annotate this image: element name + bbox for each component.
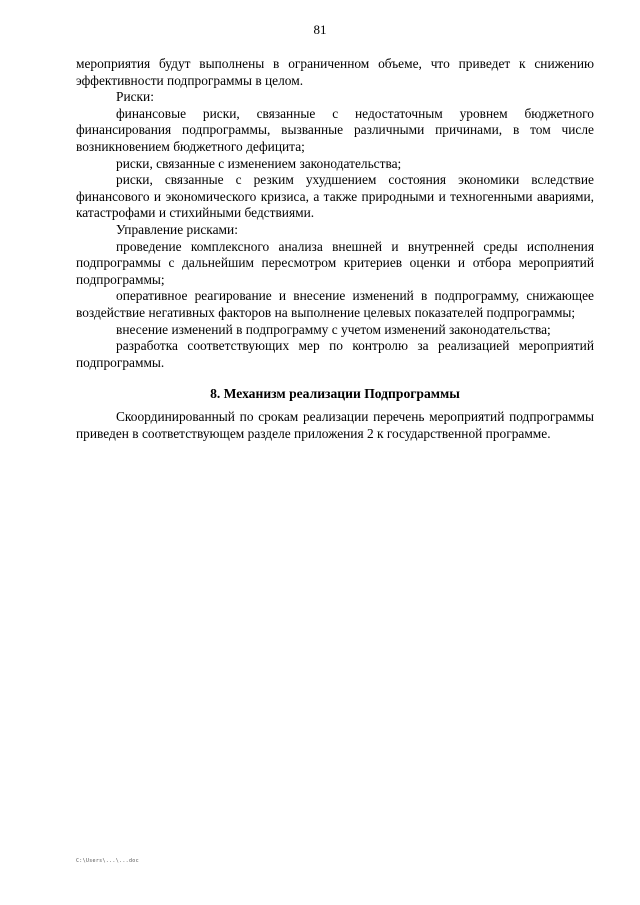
paragraph: разработка соответствующих мер по контролю за реализацией мероприятий подпрограммы. xyxy=(76,338,594,370)
paragraph: Управление рисками: xyxy=(116,221,238,237)
section-paragraph: Скоординированный по срокам реализации перечень мероприятий подпрограммы приведен в соответствующем разделе приложения 2 к государственной программе. xyxy=(76,409,594,441)
paragraph: финансовые риски, связанные с недостаточным уровнем бюджетного финансирования подпрограммы, вызванные различными причинами, в том числе возникновением бюджетного дефицита; xyxy=(76,105,594,154)
paragraph: оперативное реагирование и внесение изменений в подпрограмму, снижающее воздействие негативных факторов на выполнение целевых показателей подпрограммы; xyxy=(76,288,594,320)
paragraph: внесение изменений в подпрограмму с учетом изменений законодательства; xyxy=(116,321,551,337)
paragraph: риски, связанные с изменением законодательства; xyxy=(116,155,402,171)
section-heading: 8. Механизм реализации Подпрограммы xyxy=(210,386,460,402)
paragraph: Риски: xyxy=(116,89,154,105)
paragraph: риски, связанные с резким ухудшением состояния экономики вследствие финансового и экономического кризиса, а также природными и техногенными авариями, катастрофами и стихийными бедствиями. xyxy=(76,172,594,221)
document-body xyxy=(76,56,594,442)
footer-file-path: C:\Users\...\...doc xyxy=(76,858,139,864)
paragraph: мероприятия будут выполнены в ограниченном объеме, что приведет к снижению эффективности подпрограммы в целом. xyxy=(76,56,594,88)
paragraph: проведение комплексного анализа внешней и внутренней среды исполнения подпрограммы с дальнейшим пересмотром критериев оценки и отбора мероприятий подпрограммы; xyxy=(76,238,594,287)
page-number: 81 xyxy=(313,22,327,37)
